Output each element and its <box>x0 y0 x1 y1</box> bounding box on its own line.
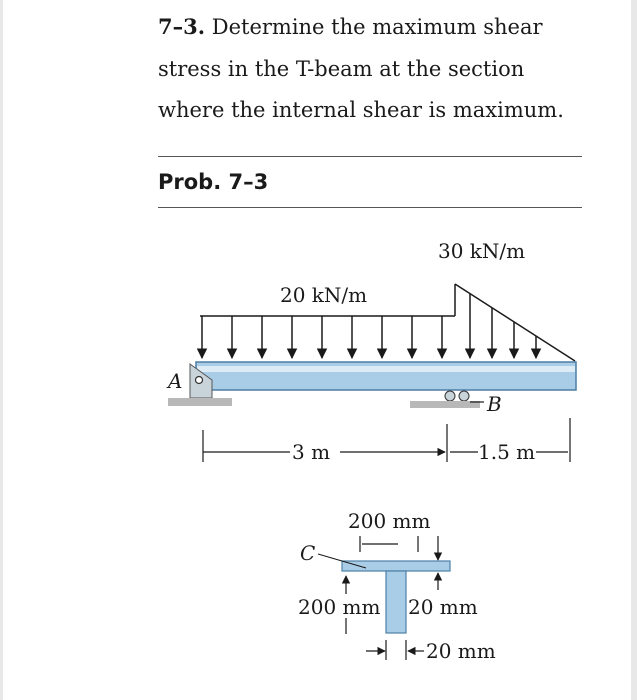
load-right-label: 30 kN/m <box>438 239 526 263</box>
web-thickness-dimension <box>366 640 424 660</box>
prob-label: Prob. 7–3 <box>158 170 269 194</box>
web-thickness-label: 20 mm <box>426 639 496 663</box>
flange-thickness-label: 20 mm <box>408 595 478 619</box>
question-line-3: where the internal shear is maximum. <box>158 98 564 122</box>
question-line-2: stress in the T-beam at the section <box>158 57 525 81</box>
support-a-label: A <box>168 369 183 393</box>
span-ab-label: 3 m <box>292 440 331 464</box>
web-depth-label: 200 mm <box>298 595 381 619</box>
load-left-label: 20 kN/m <box>280 283 368 307</box>
support-b-label: B <box>487 392 502 416</box>
problem-number: 7–3. <box>158 14 206 39</box>
flange-width-dimension <box>360 536 418 552</box>
distributed-load <box>200 284 575 361</box>
overhang-label: 1.5 m <box>478 440 536 464</box>
centroid-label: C <box>300 541 316 565</box>
flange-width-label: 200 mm <box>348 509 431 533</box>
beam-highlight <box>197 366 575 372</box>
question-text-1: Determine the maximum shear <box>211 15 543 39</box>
roller-support-b <box>410 391 480 408</box>
